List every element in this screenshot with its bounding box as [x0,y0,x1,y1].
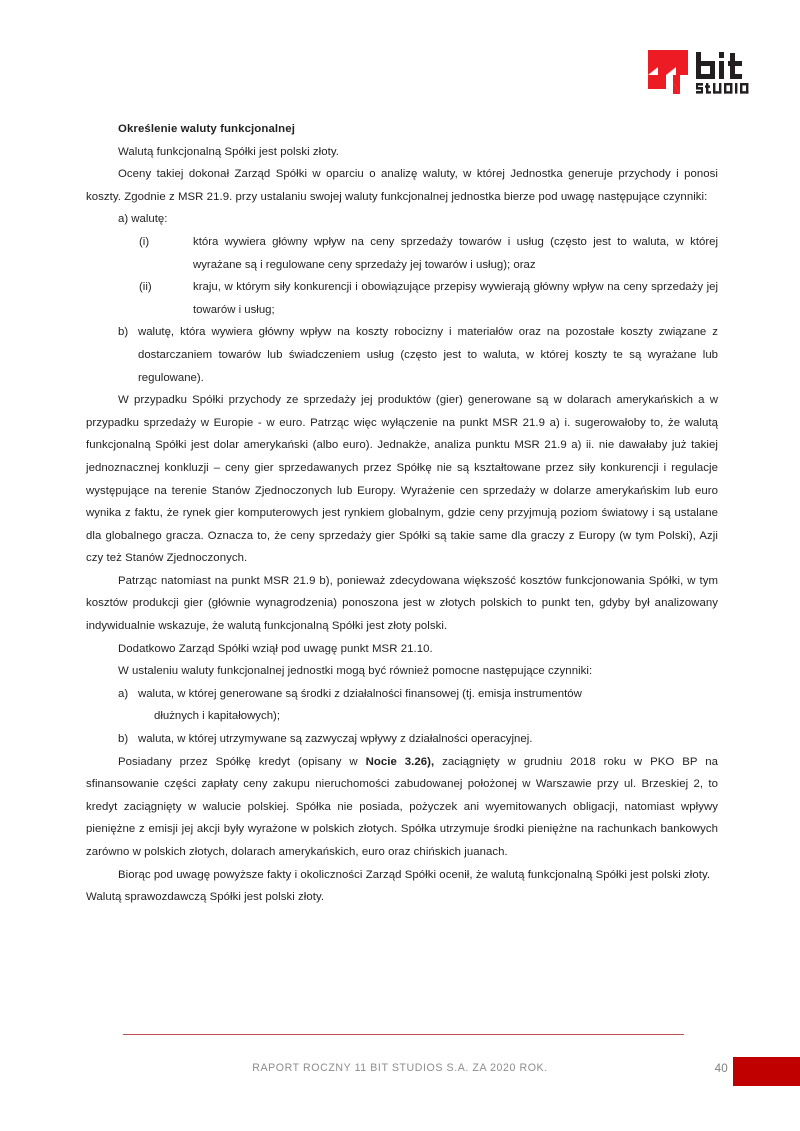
paragraph-2: Oceny takiej dokonał Zarząd Spółki w oparciu o analizę waluty, w której Jednostka generuje przychody i ponosi koszty. Zgodnie z MSR 21.9. przy ustalaniu swojej waluty funkcjonalnej jednostka bierze pod uwagę następujące czynniki: [86,168,718,203]
paragraph-6: W ustaleniu waluty funkcjonalnej jednostki mogą być również pomocne następujące czynniki: [118,665,593,678]
section-heading: Określenie waluty funkcjonalnej [118,123,295,135]
paragraph-8: Biorąc pod uwagę powyższe fakty i okoliczności Zarząd Spółki ocenił, że walutą funkcjonalną Spółki jest polski złoty. Walutą sprawozdawczą Spółki jest polski złoty. [86,868,711,904]
list-marker: b) [118,733,129,746]
roman-marker: (ii) [139,281,152,294]
footer-report-title: RAPORT ROCZNY 11 BIT STUDIOS S.A. ZA 2020 ROK. [252,1062,548,1074]
11-bit-studios-logo [642,48,752,100]
paragraph-7-part1: Posiadany przez Spółkę kredyt (opisany w [118,755,366,768]
note-reference: Nocie 3.26), [365,755,435,768]
list-item-b [118,321,718,389]
roman-list-item-i [139,231,718,276]
footer-divider [123,1034,684,1035]
list2-item-a [118,683,718,728]
logo-wordmark [696,52,742,79]
logo-area [642,48,752,100]
roman-marker: (i) [139,235,150,248]
list-text-line1: waluta, w której generowane są środki z działalności finansowej (tj. emisja instrumentów [138,687,582,700]
paragraph-3: W przypadku Spółki przychody ze sprzedaży jej produktów (gier) generowane są w dolarach amerykańskich a w przypadku sprzedaży w Europie - w euro. Patrząc więc wyłączenie na punkt MSR 21.9 a) i. sugerowałoby to, że walutą funkcjonalną Spółki jest dolar amerykański (albo euro). Jednakże, analiza punktu MSR 21.9 a) ii. nie dawałaby już takiej jednoznacznej konkluzji – ceny gier sprzedawanych przez Spółkę nie są kształtowane przez siły konkurencji i regulacje występujące na terenie Stanów Zjednoczonych lub Europy. Wyrażenie cen sprzedaży w dolarze amerykańskim lub euro wynika z faktu, że rynek gier komputerowych jest rynkiem globalnym, gdzie ceny przyjmują poziom światowy i są ustalane dla globalnego gracza. Oznacza to, że ceny sprzedaży gier Spółki są takie same dla graczy z Europy (w tym Polski), Azji czy też Stanów Zjednoczonych. [86,394,718,565]
paragraph-5: Dodatkowo Zarząd Spółki wziął pod uwagę punkt MSR 21.10. [118,642,433,655]
list-marker: a) [118,687,129,700]
logo-subtext [696,83,748,94]
paragraph-1: Walutą funkcjonalną Spółki jest polski złoty. [118,145,339,158]
list-text-line2: dłużnych i kapitałowych); [154,710,280,723]
roman-text: kraju, w którym siły konkurencji i obowiązujące przepisy wywierają główny wpływ na ceny sprzedaży jej towarów i usług; [193,281,718,316]
list-text: waluta, w której utrzymywane są zazwyczaj wpływy z działalności operacyjnej. [138,733,533,746]
paragraph-7-part2: zaciągnięty w grudniu 2018 roku w PKO BP na sfinansowanie części zapłaty ceny zakupu nieruchomości zabudowanej położonej w Warszawie przy ul. Brzeskiej 2, to kredyt zaciągnięty w walucie polskiej. Spółka nie posiada, pożyczek ani wyemitowanych obligacji, natomiast wpływy pieniężne z emisji jej akcji były wyrażone w polskich złotych. Spółka utrzymuje środki pieniężne na rachunkach bankowych zarówno w polskich złotych, dolarach amerykańskich, euro oraz chińskich juanach. [86,755,719,858]
list-marker: b) [118,326,129,339]
list-a-intro: a) walutę: [118,213,168,226]
roman-text: która wywiera główny wpływ na ceny sprzedaży towarów i usług (często jest to waluta, w której wyrażane są i regulowane ceny sprzedaży jej towarów i usług); oraz [193,235,718,271]
document-body [86,118,718,909]
paragraph-4: Patrząc natomiast na punkt MSR 21.9 b), ponieważ zdecydowana większość kosztów funkcjonowania Spółki, w tym kosztów produkcji gier (głównie wynagrodzenia) ponoszona jest w złotych polskich to punkt ten, gdyby był analizowany indywidualnie wskazuje, że walutą funkcjonalną Spółki jest złoty polski. [86,574,718,633]
footer-red-block [733,1057,800,1086]
paragraph-7 [86,751,718,864]
list-text: walutę, która wywiera główny wpływ na koszty robocizny i materiałów oraz na pozostałe koszty związane z dostarczaniem towarów lub świadczeniem usług (często jest to waluta, w której koszty te są wyrażane lub regulowane). [138,326,718,384]
roman-list-item-ii [139,276,718,321]
list2-item-b [118,728,718,751]
page-number: 40 [714,1062,728,1075]
list-text [138,683,718,728]
